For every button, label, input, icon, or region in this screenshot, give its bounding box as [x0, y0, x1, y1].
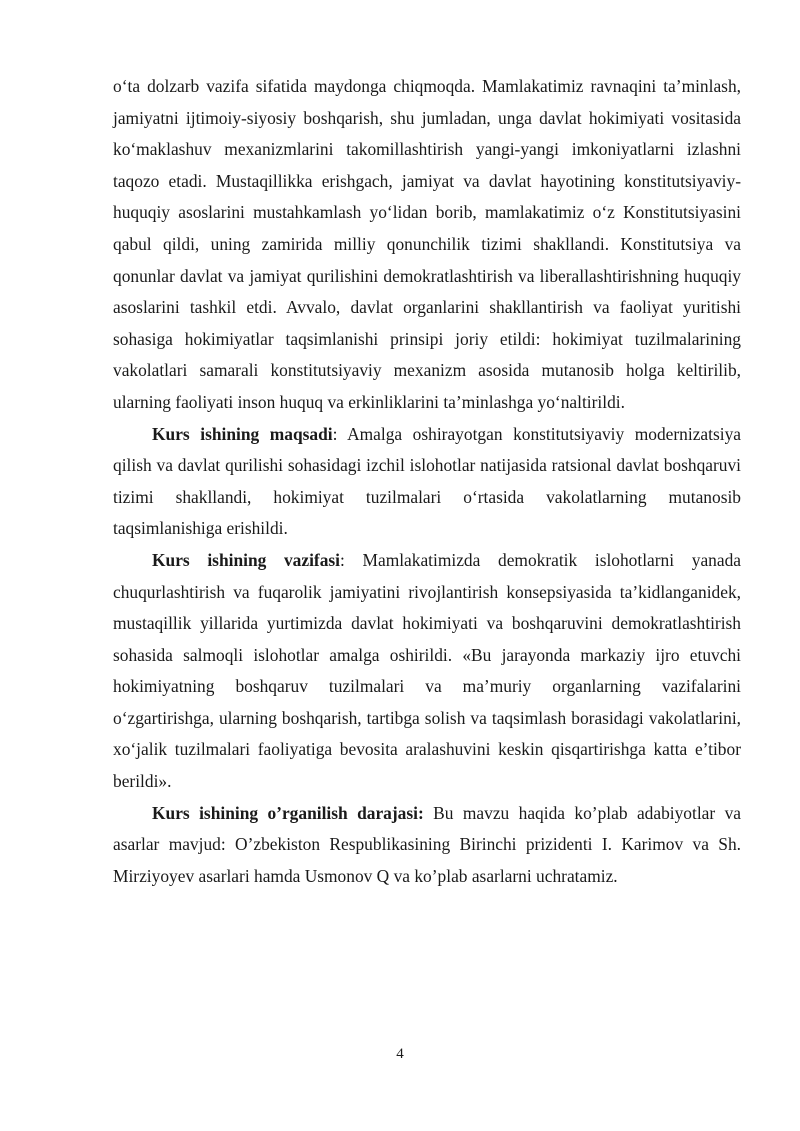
- paragraph-intro: o‘ta dolzarb vazifa sifatida maydonga chiqmoqda. Mamlakatimiz ravnaqini ta’minlash, jamiyatni ijtimoiy-siyosiy boshqarish, shu jumladan, unga davlat hokimiyati vositasida ko‘maklashuv mexanizmlarini takomillashtirish yangi-yangi imkoniyatlarni izlashni taqozo etadi. Mustaqillikka erishgach, jamiyat va davlat hayotining konstitutsiyaviy-huquqiy asoslarini mustahkamlash yo‘lidan borib, mamlakatimiz o‘z Konstitutsiyasini qabul qildi, uning zamirida milliy qonunchilik tizimi shakllandi. Konstitutsiya va qonunlar davlat va jamiyat qurilishini demokratlashtirish va liberallashtirishning huquqiy asoslarini tashkil etdi. Avvalo, davlat organlarini shakllantirish va faoliyat yuritishi sohasiga hokimiyatlar taqsimlanishi prinsipi joriy etildi: hokimiyat tuzilmalarining vakolatlari samarali konstitutsiyaviy mexanizm asosida mutanosib holga keltirilib, ularning faoliyati inson huquq va erkinliklarini ta’minlashga yo‘naltirildi.: [113, 76, 741, 412]
- study-heading: Kurs ishining o’rganilish darajasi:: [152, 802, 424, 823]
- paragraph-goal: [113, 419, 741, 545]
- goal-text: : Amalga oshirayotgan konstitutsiyaviy modernizatsiya qilish va davlat qurilishi sohasidagi izchil islohotlar natijasida ratsional davlat boshqaruvi tizimi shakllandi, hokimiyat tuzilmalari o‘rtasida vakolatlarning mutanosib taqsimlanishiga erishildi.: [113, 423, 741, 539]
- task-text: : Mamlakatimizda demokratik islohotlarni yanada chuqurlashtirish va fuqarolik jamiyatini rivojlantirish konsepsiyasida ta’kidlanganidek, mustaqillik yillarida yurtimizda davlat hokimiyati va boshqaruvini demokratlashtirish sohasida salmoqli islohotlar amalga oshirildi. «Bu jarayonda markaziy ijro etuvchi hokimiyatning boshqaruv tuzilmalari va ma’muriy organlarning vazifalarini o‘zgartirishga, ularning boshqarish, tartibga solish va taqsimlash borasidagi vakolatlarini, xo‘jalik tuzilmalari faoliyatiga bevosita aralashuvini keskin qisqartirishga katta e’tibor berildi».: [113, 549, 741, 792]
- study-text: Bu mavzu haqida ko’plab adabiyotlar va asarlar mavjud: O’zbekiston Respublikasining Birinchi prizidenti I. Karimov va Sh. Mirziyoyev asarlari hamda Usmonov Q va ko’plab asarlarni uchratamiz.: [113, 802, 741, 886]
- task-heading: Kurs ishining vazifasi: [152, 549, 341, 570]
- goal-heading: Kurs ishining maqsadi: [152, 423, 333, 444]
- paragraph-task: [113, 545, 741, 798]
- paragraph-study-level: [113, 798, 741, 893]
- page-number: 4: [396, 1046, 404, 1062]
- body-text: [113, 71, 741, 892]
